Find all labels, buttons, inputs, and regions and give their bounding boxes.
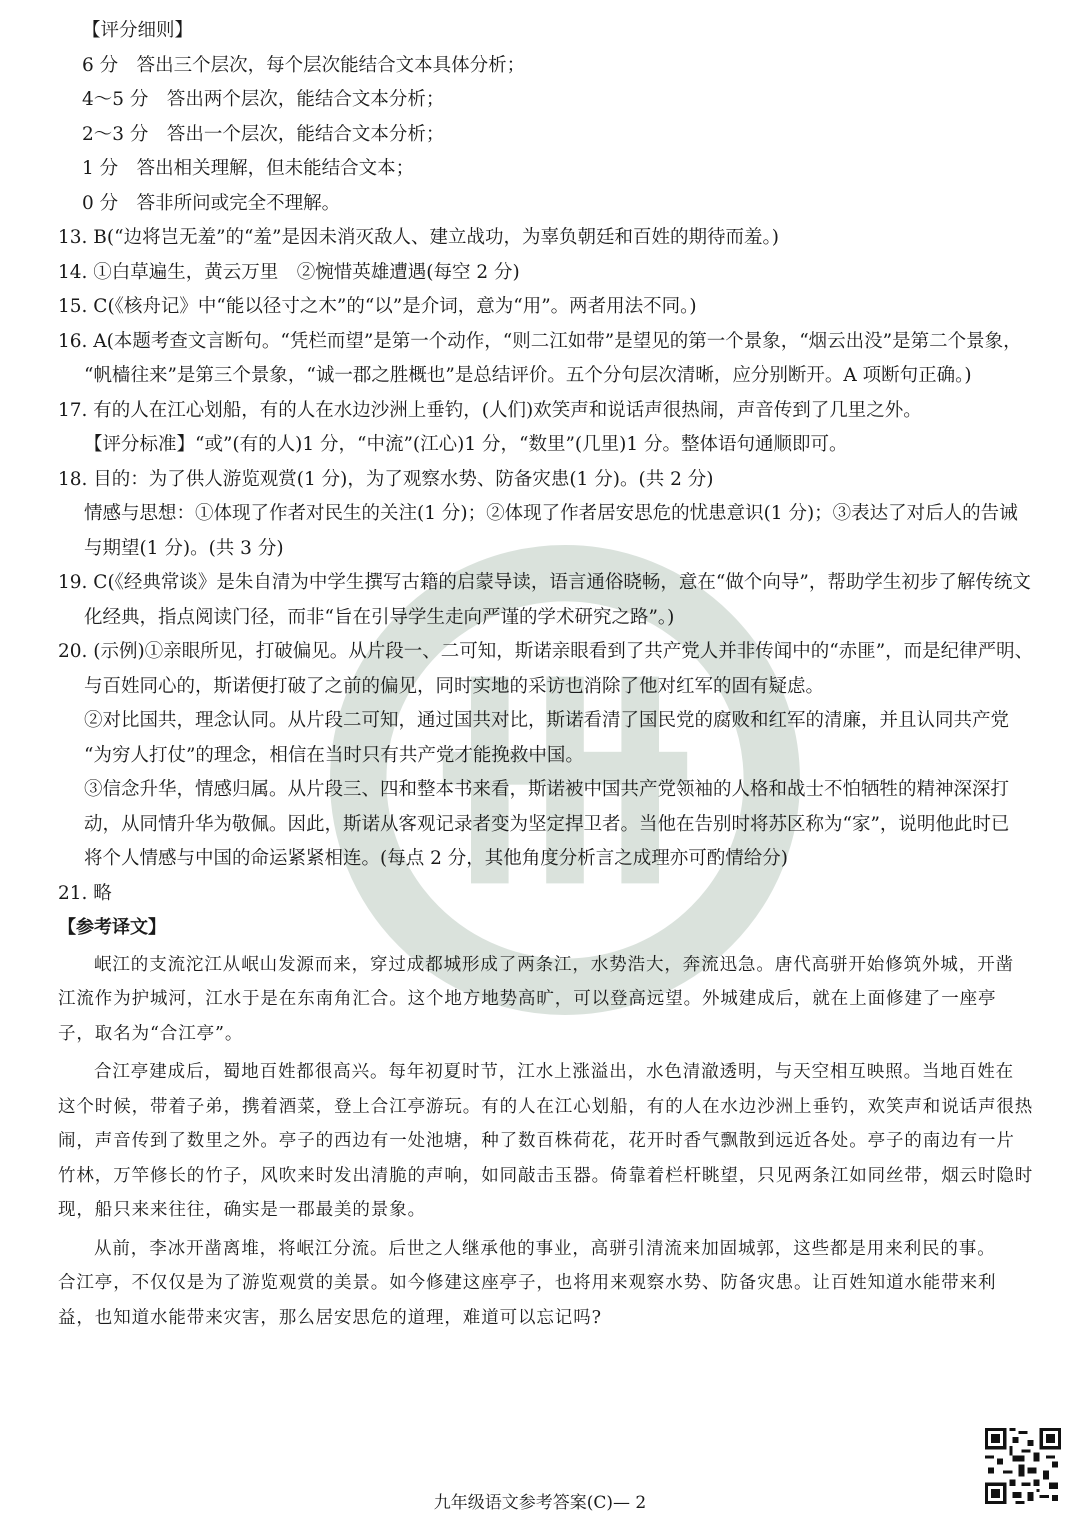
translation-line: 现，船只来来往往，确实是一郡最美的景象。 bbox=[58, 1200, 426, 1220]
answer-21: 21. 略 bbox=[58, 882, 112, 904]
answer-20-cont: ②对比国共，理念认同。从片段二可知，通过国共对比，斯诺看清了国民党的腐败和红军的清廉，并且认同共产党 bbox=[84, 710, 1010, 731]
answer-19: 19. C(《经典常谈》是朱自清为中学生撰写古籍的启蒙导读，语言通俗晓畅，意在“做个向导”，帮助学生初步了解传统文 bbox=[58, 572, 1031, 593]
answer-18-cont: 情感与思想：①体现了作者对民生的关注(1 分)；②体现了作者居安思危的忧患意识(1 分)；③表达了对后人的告诫 bbox=[84, 503, 1018, 524]
answer-20-cont: ③信念升华，情感归属。从片段三、四和整本书来看，斯诺被中国共产党领袖的人格和战士不怕牺牲的精神深深打 bbox=[84, 779, 1010, 800]
answer-17-criteria: 【评分标准】“或”(有的人)1 分，“中流”(江心)1 分，“数里”(几里)1 分。整体语句通顺即可。 bbox=[84, 434, 848, 455]
translation-line: 这个时候，带着子弟，携着酒菜，登上合江亭游玩。有的人在江心划船，有的人在水边沙洲上垂钓，欢笑声和说话声很热 bbox=[58, 1096, 1034, 1117]
translation-body bbox=[58, 948, 1038, 1336]
answer-16: 16. A(本题考查文言断句。“凭栏而望”是第一个动作，“则二江如带”是望见的第一个景象，“烟云出没”是第二个景象， bbox=[58, 330, 1022, 352]
translation-line: 江流作为护城河，江水于是在东南角汇合。这个地方地势高旷，可以登高远望。外城建成后，就在上面修建了一座亭 bbox=[58, 989, 997, 1009]
translation-line: 竹林，万竿修长的竹子，风吹来时发出清脆的声响，如同敲击玉器。倚靠着栏杆眺望，只见两条江如同丝带，烟云时隐时 bbox=[58, 1165, 1034, 1186]
translation-line: 岷江的支流沱江从岷山发源而来，穿过成都城形成了两条江，水势浩大，奔流迅急。唐代高骈开始修筑外城，开凿 bbox=[94, 954, 1014, 975]
answer-20-cont: 动，从同情升华为敬佩。因此，斯诺从客观记录者变为坚定捍卫者。当他在告别时将苏区称为“家”，说明他此时已 bbox=[84, 813, 1010, 835]
rubric-item: 0 分 答非所问或完全不理解。 bbox=[82, 192, 341, 214]
answer-sheet bbox=[58, 14, 1038, 1335]
rubric-item: 1 分 答出相关理解，但未能结合文本； bbox=[82, 158, 415, 179]
translation-line: 子，取名为“合江亭”。 bbox=[58, 1023, 244, 1044]
answer-14: 14. ①白草遍生，黄云万里 ②惋惜英雄遭遇(每空 2 分) bbox=[58, 261, 520, 283]
answer-17: 17. 有的人在江心划船，有的人在水边沙洲上垂钓，(人们)欢笑声和说话声很热闹，声音传到了几里之外。 bbox=[58, 399, 922, 421]
translation-line: 益，也知道水能带来灾害，那么居安思危的道理，难道可以忘记吗? bbox=[58, 1307, 602, 1328]
answer-13: 13. B(“边将岂无羞”的“羞”是因未消灭敌人、建立战功，为辜负朝廷和百姓的期待而羞。) bbox=[58, 227, 779, 248]
answer-18: 18. 目的：为了供人游览观赏(1 分)，为了观察水势、防备灾患(1 分)。(共 2 分) bbox=[58, 468, 714, 490]
qr-code-icon bbox=[985, 1428, 1061, 1504]
answer-20-cont: 与百姓同心的，斯诺便打破了之前的偏见，同时实地的采访也消除了他对红军的固有疑虑。 bbox=[84, 675, 825, 697]
answer-19-cont: 化经典，指点阅读门径，而非“旨在引导学生走向严谨的学术研究之路”。) bbox=[84, 606, 675, 628]
rubric-title: 【评分细则】 bbox=[82, 20, 194, 41]
answer-20-cont: 将个人情感与中国的命运紧紧相连。(每点 2 分，其他角度分析言之成理亦可酌情给分) bbox=[84, 848, 788, 869]
rubric-item: 2～3 分 答出一个层次，能结合文本分析； bbox=[82, 123, 445, 145]
rubric-item: 4～5 分 答出两个层次，能结合文本分析； bbox=[82, 89, 445, 110]
answer-16-cont: “帆樯往来”是第三个景象，“诚一郡之胜概也”是总结评价。五个分句层次清晰，应分别断开。A 项断句正确。) bbox=[84, 365, 972, 386]
translation-title: 【参考译文】 bbox=[58, 917, 166, 938]
answer-15: 15. C(《核舟记》中“能以径寸之木”的“以”是介词，意为“用”。两者用法不同。) bbox=[58, 296, 697, 317]
answer-18-cont: 与期望(1 分)。(共 3 分) bbox=[84, 537, 284, 559]
translation-line: 闹，声音传到了数里之外。亭子的西边有一处池塘，种了数百株荷花，花开时香气飘散到远近各处。亭子的南边有一片 bbox=[58, 1131, 1015, 1151]
translation-line: 合江亭建成后，蜀地百姓都很高兴。每年初夏时节，江水上涨溢出，水色清澈透明，与天空相互映照。当地百姓在 bbox=[94, 1062, 1014, 1082]
translation-line: 从前，李冰开凿离堆，将岷江分流。后世之人继承他的事业，高骈引清流来加固城郭，这些都是用来利民的事。 bbox=[94, 1238, 996, 1259]
page-footer: 九年级语文参考答案(C)— 2 bbox=[433, 1493, 647, 1513]
translation-line: 合江亭，不仅仅是为了游览观赏的美景。如今修建这座亭子，也将用来观察水势、防备灾患。让百姓知道水能带来利 bbox=[58, 1273, 997, 1293]
answer-20-cont: “为穷人打仗”的理念，相信在当时只有共产党才能挽救中国。 bbox=[84, 744, 584, 766]
rubric-item: 6 分 答出三个层次，每个层次能结合文本具体分析； bbox=[82, 54, 526, 76]
answer-20: 20. (示例)①亲眼所见，打破偏见。从片段一、二可知，斯诺亲眼看到了共产党人并非传闻中的“赤匪”，而是纪律严明、 bbox=[58, 641, 1034, 662]
